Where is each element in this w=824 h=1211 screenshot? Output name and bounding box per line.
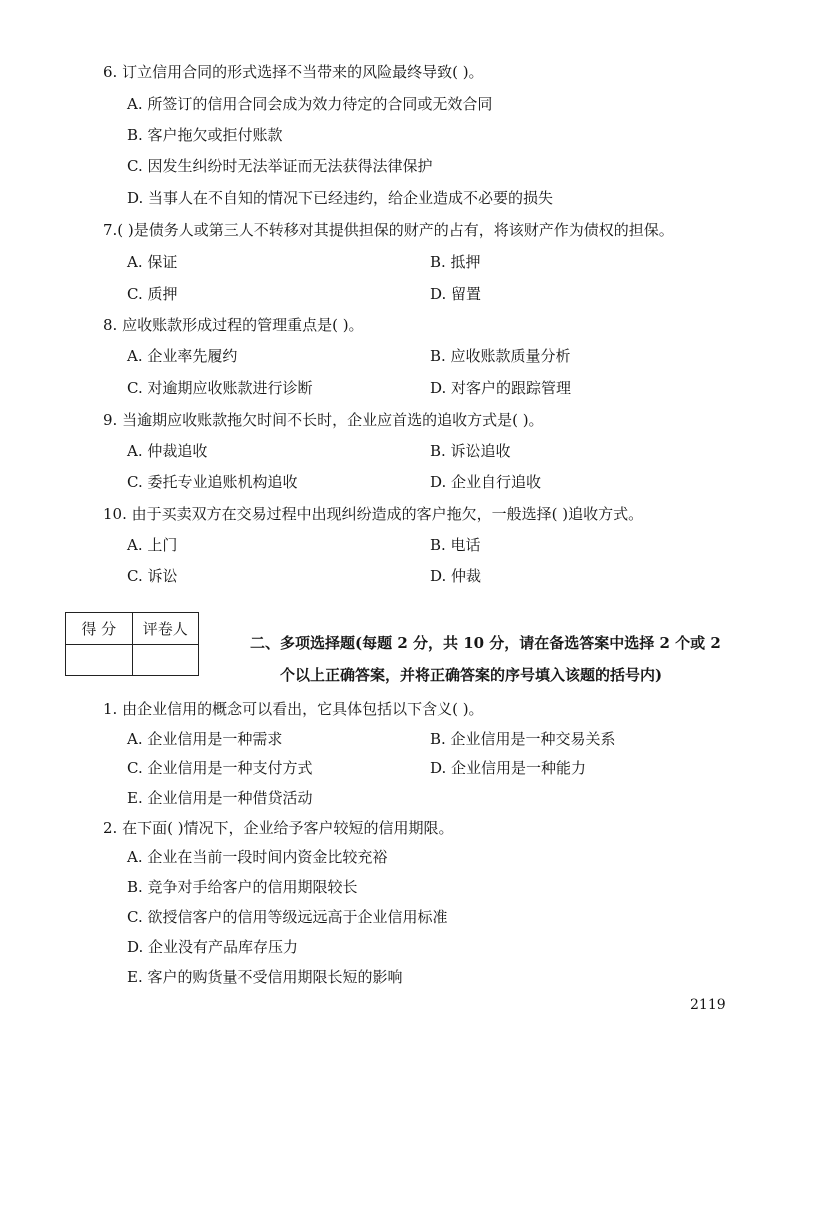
question-9-option-c: C. 委托专业追账机构追收 — [127, 473, 298, 491]
question-8-option-a: A. 企业率先履约 — [127, 347, 238, 365]
mc-question-1-option-b: B. 企业信用是一种交易关系 — [430, 730, 616, 748]
question-10-option-b: B. 电话 — [430, 536, 481, 554]
question-7-option-a: A. 保证 — [127, 253, 178, 271]
score-label: 得 分 — [66, 613, 133, 645]
mc-question-2-option-c: C. 欲授信客户的信用等级远远高于企业信用标准 — [127, 908, 448, 926]
mc-question-1-option-d: D. 企业信用是一种能力 — [430, 759, 587, 777]
grader-label: 评卷人 — [132, 613, 199, 645]
mc-question-1-stem: 1. 由企业信用的概念可以看出，它具体包括以下含义( )。 — [103, 700, 484, 718]
question-10-stem: 10. 由于买卖双方在交易过程中出现纠纷造成的客户拖欠，一般选择( )追收方式。 — [103, 505, 644, 523]
question-8-option-c: C. 对逾期应收账款进行诊断 — [127, 379, 313, 397]
question-10-option-a: A. 上门 — [127, 536, 178, 554]
section-2-title-line1: 二、多项选择题(每题 2 分，共 10 分，请在备选答案中选择 2 个或 2 — [250, 634, 721, 652]
question-8-stem: 8. 应收账款形成过程的管理重点是( )。 — [103, 316, 364, 334]
question-8-option-b: B. 应收账款质量分析 — [430, 347, 571, 365]
section-2-title-line2: 个以上正确答案，并将正确答案的序号填入该题的括号内) — [280, 666, 663, 684]
question-9-stem: 9. 当逾期应收账款拖欠时间不长时，企业应首选的追收方式是( )。 — [103, 411, 544, 429]
question-6-option-c: C. 因发生纠纷时无法举证而无法获得法律保护 — [127, 157, 433, 175]
question-7-option-c: C. 质押 — [127, 285, 178, 303]
mc-question-2-option-e: E. 客户的购货量不受信用期限长短的影响 — [127, 968, 403, 986]
page-code: 2119 — [690, 997, 726, 1013]
grader-cell[interactable] — [132, 644, 199, 676]
mc-question-2-option-a: A. 企业在当前一段时间内资金比较充裕 — [127, 848, 388, 866]
mc-question-1-option-c: C. 企业信用是一种支付方式 — [127, 759, 313, 777]
question-9-option-d: D. 企业自行追收 — [430, 473, 542, 491]
question-8-option-d: D. 对客户的跟踪管理 — [430, 379, 572, 397]
mc-question-2-option-d: D. 企业没有产品库存压力 — [127, 938, 299, 956]
score-table — [65, 612, 199, 676]
question-9-option-b: B. 诉讼追收 — [430, 442, 511, 460]
mc-question-2-stem: 2. 在下面( )情况下，企业给予客户较短的信用期限。 — [103, 819, 454, 837]
question-6-stem: 6. 订立信用合同的形式选择不当带来的风险最终导致( )。 — [103, 63, 484, 81]
mc-question-1-option-e: E. 企业信用是一种借贷活动 — [127, 789, 313, 807]
question-10-option-d: D. 仲裁 — [430, 567, 482, 585]
question-7-stem: 7.( )是债务人或第三人不转移对其提供担保的财产的占有，将该财产作为债权的担保。 — [103, 221, 674, 239]
mc-question-2-option-b: B. 竞争对手给客户的信用期限较长 — [127, 878, 358, 896]
question-6-option-a: A. 所签订的信用合同会成为效力待定的合同或无效合同 — [127, 95, 493, 113]
question-10-option-c: C. 诉讼 — [127, 567, 178, 585]
question-9-option-a: A. 仲裁追收 — [127, 442, 208, 460]
question-6-option-b: B. 客户拖欠或拒付账款 — [127, 126, 283, 144]
mc-question-1-option-a: A. 企业信用是一种需求 — [127, 730, 283, 748]
question-6-option-d: D. 当事人在不自知的情况下已经违约，给企业造成不必要的损失 — [127, 189, 554, 207]
score-cell[interactable] — [66, 644, 133, 676]
question-7-option-d: D. 留置 — [430, 285, 482, 303]
question-7-option-b: B. 抵押 — [430, 253, 481, 271]
